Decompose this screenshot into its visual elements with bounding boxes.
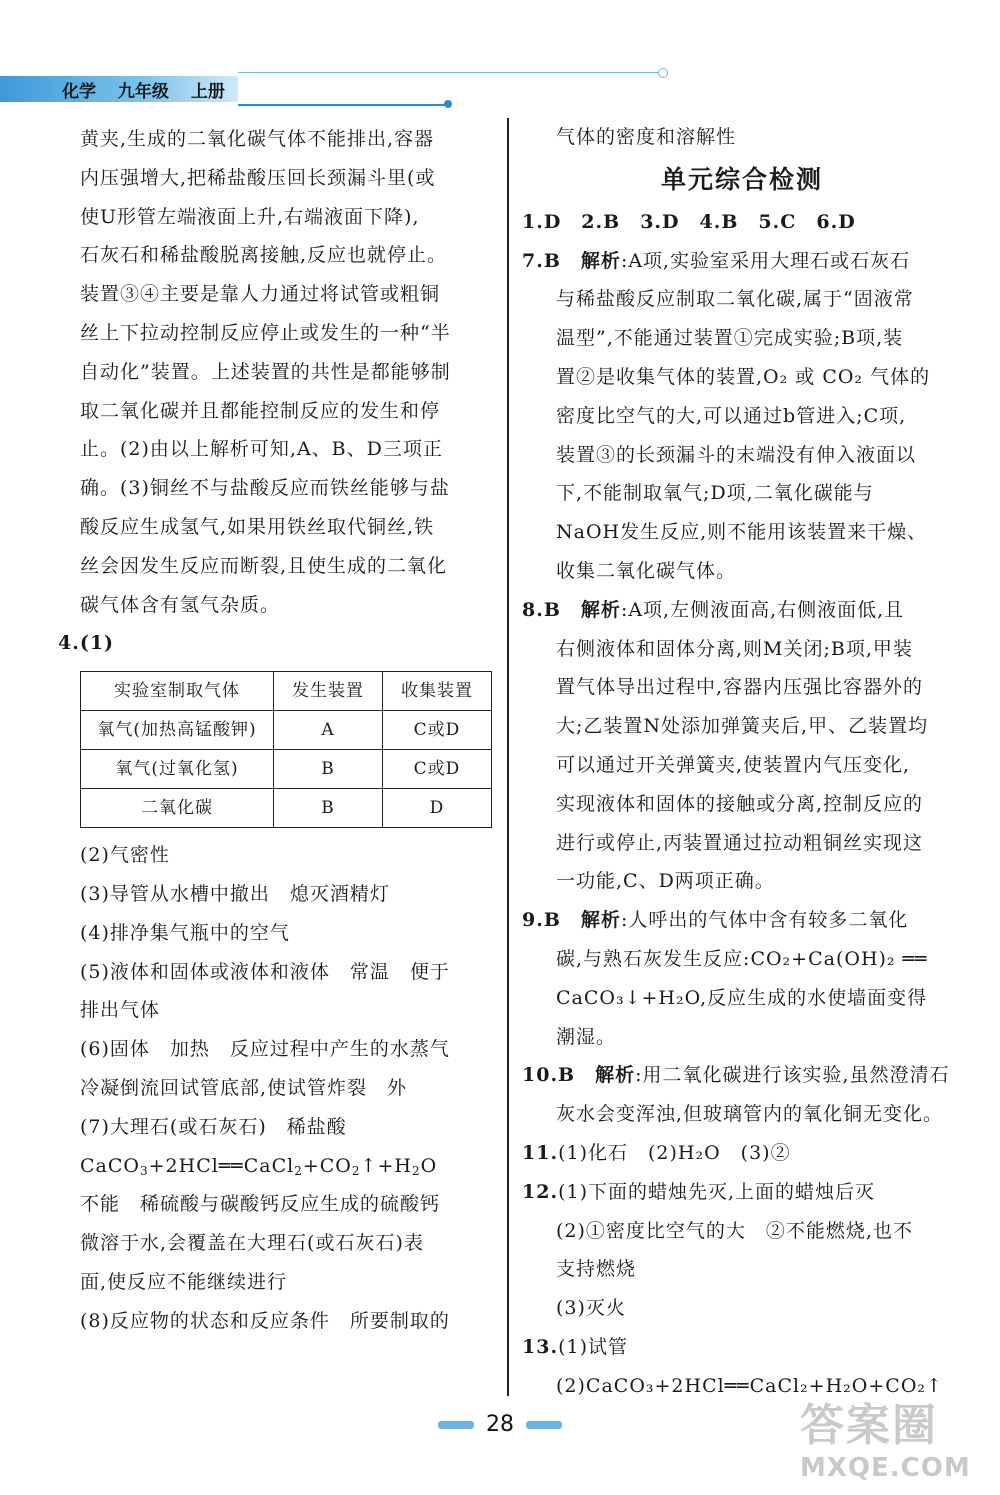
text-line: 丝上下拉动控制反应停止或发生的一种“半 bbox=[80, 321, 451, 344]
chemical-equation: $CaCO_3+2HCl══CaCl_2+CO_2↑+H_2O$ bbox=[80, 1154, 438, 1178]
page-number: 28 bbox=[0, 1412, 1000, 1437]
running-header bbox=[62, 77, 241, 102]
text-line: NaOH发生反应,则不能用该装置来干燥、 bbox=[556, 521, 928, 544]
text-line: 止。(2)由以上解析可知,A、B、D三项正 bbox=[80, 438, 443, 461]
header-volume: 上册 bbox=[190, 82, 225, 102]
header-grade: 九年级 bbox=[117, 82, 169, 102]
text-line: 与稀盐酸反应制取二氧化碳,属于“固液常 bbox=[556, 288, 914, 311]
text-line: 进行或停止,丙装置通过拉动粗铜丝实现这 bbox=[556, 831, 924, 854]
text-line: 右侧液体和固体分离,则M关闭;B项,甲装 bbox=[556, 637, 913, 660]
answer-4-5-cont: 排出气体 bbox=[80, 999, 161, 1022]
table-cell: D bbox=[383, 789, 492, 828]
answer-4-7: (7)大理石(或石灰石) 稀盐酸 bbox=[80, 1115, 347, 1138]
text-line: 实现液体和固体的接触或分离,控制反应的 bbox=[556, 792, 924, 815]
header-rule-bottom bbox=[238, 104, 448, 106]
table-row bbox=[81, 711, 492, 750]
table-cell: A bbox=[274, 711, 383, 750]
answer-4-3: (3)导管从水槽中撤出 熄灭酒精灯 bbox=[80, 882, 390, 905]
watermark-logo: 答案圈 bbox=[800, 1400, 938, 1451]
table-row bbox=[81, 789, 492, 828]
header-rule-top bbox=[238, 72, 662, 73]
question-11: 11.(1)化石 (2)H₂O (3)② bbox=[522, 1141, 791, 1164]
answer-4-4: (4)排净集气瓶中的空气 bbox=[80, 921, 290, 944]
table-cell: C或D bbox=[383, 711, 492, 750]
table-row bbox=[81, 750, 492, 789]
table-cell: C或D bbox=[383, 750, 492, 789]
question-9: 9.B 解析:人呼出的气体中含有较多二氧化 bbox=[522, 909, 909, 932]
text-line: 使U形管左端液面上升,右端液面下降), bbox=[80, 205, 420, 228]
answer-4-2: (2)气密性 bbox=[80, 844, 170, 867]
text-line: (3)灭火 bbox=[556, 1297, 626, 1320]
text-line: 石灰石和稀盐酸脱离接触,反应也就停止。 bbox=[80, 244, 448, 267]
watermark bbox=[800, 1400, 985, 1490]
text-line: 取二氧化碳并且都能控制反应的发生和停 bbox=[80, 399, 441, 422]
table-header-cell: 收集装置 bbox=[383, 672, 492, 711]
text-line: 可以通过开关弹簧夹,使装置内气压变化, bbox=[556, 753, 911, 776]
answer-4-5: (5)液体和固体或液体和液体 常温 便于 bbox=[80, 960, 450, 983]
text-line: 密度比空气的大,可以通过b管进入;C项, bbox=[556, 404, 907, 427]
right-column bbox=[522, 118, 962, 1406]
text-line: 黄夹,生成的二氧化碳气体不能排出,容器 bbox=[80, 128, 435, 150]
question-13: 13.(1)试管 bbox=[522, 1335, 628, 1358]
page-number-ornament-right bbox=[526, 1421, 562, 1429]
text-line: 置②是收集气体的装置,O₂ 或 CO₂ 气体的 bbox=[556, 365, 931, 388]
text-line: 支持燃烧 bbox=[556, 1258, 637, 1281]
question-4-label: 4.(1) bbox=[58, 632, 115, 655]
table-header-row bbox=[81, 672, 492, 711]
text-line: 灰水会变浑浊,但玻璃管内的氧化铜无变化。 bbox=[556, 1103, 944, 1126]
text-line: 温型”,不能通过装置①完成实验;B项,装 bbox=[556, 327, 904, 350]
text-line: 收集二氧化碳气体。 bbox=[556, 559, 737, 582]
answer-4-8: (8)反应物的状态和反应条件 所要制取的 bbox=[80, 1309, 450, 1332]
text-line: 一功能,C、D两项正确。 bbox=[556, 870, 775, 893]
header-dot-bottom bbox=[444, 100, 452, 108]
text-line: 潮湿。 bbox=[556, 1025, 617, 1048]
header-dot-top bbox=[658, 68, 668, 78]
answer-table bbox=[80, 671, 492, 828]
table-cell: B bbox=[274, 789, 383, 828]
table-header-cell: 发生装置 bbox=[274, 672, 383, 711]
table-cell: B bbox=[274, 750, 383, 789]
text-line: 碳,与熟石灰发生反应:CO₂+Ca(OH)₂ ══ bbox=[556, 947, 928, 970]
question-10: 10.B 解析:用二氧化碳进行该实验,虽然澄清石 bbox=[522, 1064, 950, 1087]
text-line: 置气体导出过程中,容器内压强比容器外的 bbox=[556, 676, 924, 699]
text-line: 确。(3)铜丝不与盐酸反应而铁丝能够与盐 bbox=[80, 477, 450, 500]
header-subject: 化学 bbox=[62, 82, 96, 102]
text-line: 不能 稀硫酸与碳酸钙反应生成的硫酸钙 bbox=[80, 1193, 441, 1216]
text-line: 面,使反应不能继续进行 bbox=[80, 1270, 288, 1293]
question-12: 12.(1)下面的蜡烛先灭,上面的蜡烛后灭 bbox=[522, 1180, 876, 1203]
question-7: 7.B 解析:A项,实验室采用大理石或石灰石 bbox=[522, 249, 911, 272]
text-line: 装置③④主要是靠人力通过将试管或粗铜 bbox=[80, 283, 441, 306]
text-line: CaCO₃↓+H₂O,反应生成的水使墙面变得 bbox=[556, 986, 928, 1009]
section-title: 单元综合检测 bbox=[660, 164, 823, 194]
table-cell: 氧气(过氧化氢) bbox=[81, 750, 274, 789]
text-line: 装置③的长颈漏斗的末端没有伸入液面以 bbox=[556, 443, 917, 466]
text-line: 碳气体含有氢气杂质。 bbox=[80, 593, 281, 616]
table-cell: 氧气(加热高锰酸钾) bbox=[81, 711, 274, 750]
text-line: 下,不能制取氧气;D项,二氧化碳能与 bbox=[556, 482, 874, 505]
multiple-choice-answers: 1.D 2.B 3.D 4.B 5.C 6.D bbox=[522, 210, 856, 233]
table-header-cell: 实验室制取气体 bbox=[81, 672, 274, 711]
watermark-site: MXQE.COM bbox=[800, 1453, 971, 1483]
left-column bbox=[58, 120, 494, 1341]
text-line: 气体的密度和溶解性 bbox=[556, 126, 737, 148]
column-divider bbox=[507, 118, 509, 1396]
text-line: (2)CaCO₃+2HCl══CaCl₂+H₂O+CO₂↑ bbox=[556, 1374, 943, 1397]
text-line: 内压强增大,把稀盐酸压回长颈漏斗里(或 bbox=[80, 166, 436, 189]
text-line: 酸反应生成氢气,如果用铁丝取代铜丝,铁 bbox=[80, 515, 435, 538]
text-line: 微溶于水,会覆盖在大理石(或石灰石)表 bbox=[80, 1232, 424, 1255]
table-cell: 二氧化碳 bbox=[81, 789, 274, 828]
text-line: (2)①密度比空气的大 ②不能燃烧,也不 bbox=[556, 1219, 913, 1242]
text-line: 自动化”装置。上述装置的共性是都能够制 bbox=[80, 360, 451, 383]
question-8: 8.B 解析:A项,左侧液面高,右侧液面低,且 bbox=[522, 598, 905, 621]
text-line: 大;乙装置N处添加弹簧夹后,甲、乙装置均 bbox=[556, 715, 929, 738]
text-line: 丝会因发生反应而断裂,且使生成的二氧化 bbox=[80, 554, 448, 577]
answer-4-6-cont: 冷凝倒流回试管底部,使试管炸裂 外 bbox=[80, 1076, 408, 1099]
answer-4-6: (6)固体 加热 反应过程中产生的水蒸气 bbox=[80, 1038, 450, 1061]
page-number-ornament-left bbox=[438, 1421, 474, 1429]
